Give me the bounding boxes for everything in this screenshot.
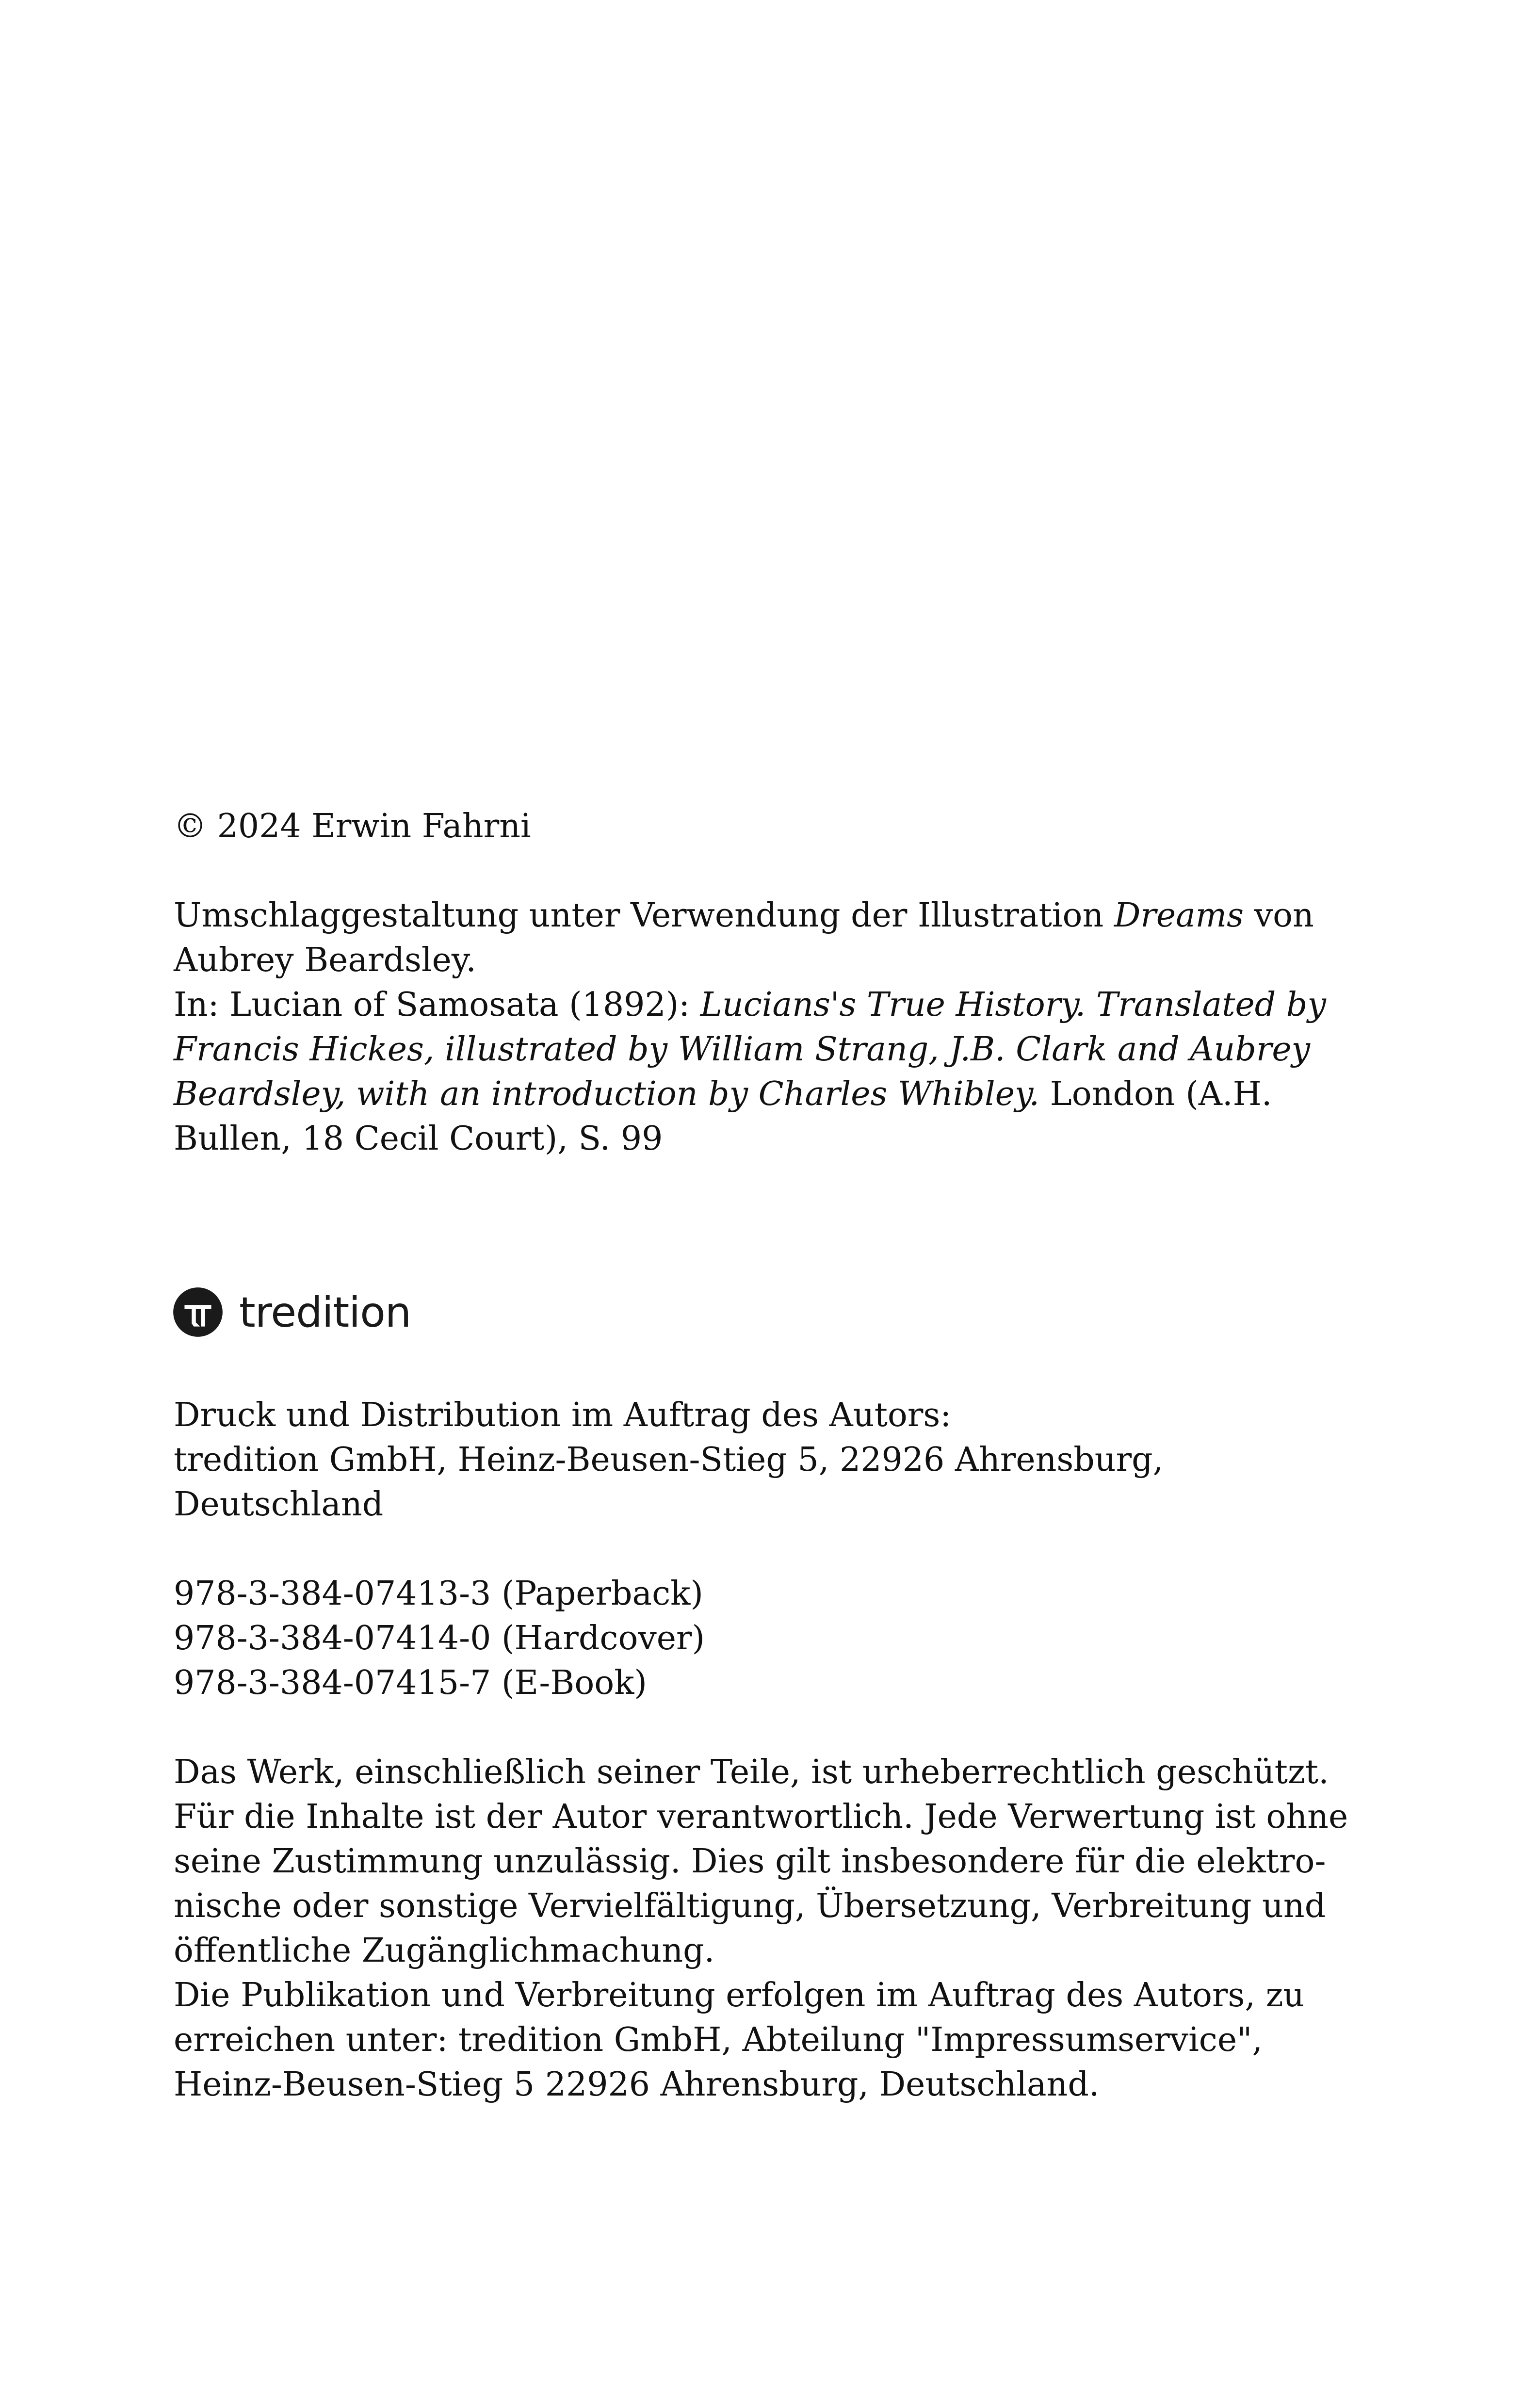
legal-line: nische oder sonstige Vervielfältigung, Übersetzung, Verbreitung und <box>174 1887 1326 1925</box>
cover-credit-line-6: Bullen, 18 Cecil Court), S. 99 <box>174 1120 663 1158</box>
legal-line: Das Werk, einschließlich seiner Teile, ist urheberrechtlich geschützt. <box>174 1753 1329 1791</box>
cover-credit-line-1: Umschlaggestaltung unter Verwendung der Illustration Dreams von <box>174 896 1314 935</box>
print-line-1: Druck und Distribution im Auftrag des Autors: <box>174 1396 952 1434</box>
illustration-title: Dreams <box>1114 896 1244 935</box>
legal-line: Heinz-Beusen-Stieg 5 22926 Ahrensburg, Deutschland. <box>174 2065 1100 2104</box>
cover-credit-line-2: Aubrey Beardsley. <box>174 941 476 979</box>
print-line-2: tredition GmbH, Heinz-Beusen-Stieg 5, 22926 Ahrensburg, <box>174 1441 1164 1479</box>
publisher-wordmark: tredition <box>239 1288 411 1337</box>
publisher-logo <box>172 1286 463 1340</box>
cover-credit <box>174 894 1326 1161</box>
print-distribution <box>174 1393 1246 1527</box>
cover-credit-line-5: Beardsley, with an introduction by Charles Whibley. London (A.H. <box>174 1075 1272 1113</box>
isbn-paperback: 978-3-384-07413-3 (Paperback) <box>174 1575 703 1613</box>
copyright-line: © 2024 Erwin Fahrni <box>174 807 531 845</box>
legal-line: Für die Inhalte ist der Autor verantwortlich. Jede Verwertung ist ohne <box>174 1798 1348 1836</box>
cover-credit-line-3: In: Lucian of Samosata (1892): Lucians's True History. Translated by <box>174 986 1326 1024</box>
legal-line: erreichen unter: tredition GmbH, Abteilung "Impressumservice", <box>174 2021 1263 2059</box>
legal-notice <box>174 1750 1348 2107</box>
isbn-ebook: 978-3-384-07415-7 (E-Book) <box>174 1664 647 1702</box>
isbn-hardcover: 978-3-384-07414-0 (Hardcover) <box>174 1619 705 1658</box>
copyright-notice <box>174 804 1246 849</box>
legal-line: öffentliche Zugänglichmachung. <box>174 1932 715 1970</box>
cover-credit-line-4: Francis Hickes, illustrated by William Strang, J.B. Clark and Aubrey <box>174 1030 1311 1069</box>
legal-line: Die Publikation und Verbreitung erfolgen im Auftrag des Autors, zu <box>174 1976 1305 2015</box>
isbn-list <box>174 1572 1246 1706</box>
tredition-logo-icon <box>172 1286 224 1338</box>
print-line-3: Deutschland <box>174 1485 384 1524</box>
legal-line: seine Zustimmung unzulässig. Dies gilt insbesondere für die elektro- <box>174 1842 1326 1881</box>
